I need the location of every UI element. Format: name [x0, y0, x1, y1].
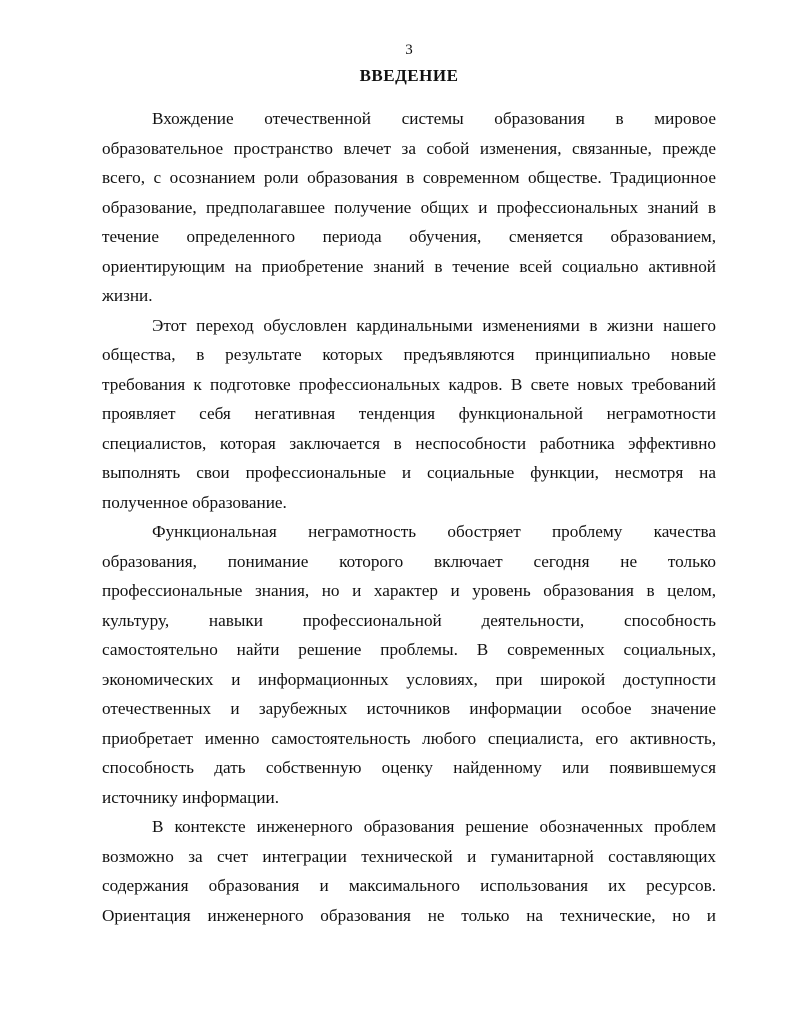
paragraph-line: возможно за счет интеграции технической и гуманитарной составляющих: [102, 846, 716, 866]
paragraph-line: Ориентация инженерного образования не только на технические, но и: [102, 905, 716, 925]
paragraph-line: источнику информации.: [102, 787, 280, 807]
paragraph-4: [102, 812, 716, 930]
paragraph-line: приобретает именно самостоятельность любого специалиста, его активность,: [102, 728, 716, 748]
paragraph-1: [102, 104, 716, 311]
paragraph-line: проявляет себя негативная тенденция функциональной неграмотности: [102, 404, 716, 423]
paragraph-line: жизни.: [102, 286, 153, 305]
paragraph-line: культуру, навыки профессиональной деятельности, способность: [102, 610, 716, 630]
paragraph-line: образование, предполагавшее получение общих и профессиональных знаний в: [102, 197, 716, 217]
paragraph-line: содержания образования и максимального использования их ресурсов.: [102, 876, 716, 895]
paragraph-line: общества, в результате которых предъявляются принципиально новые: [102, 345, 716, 364]
paragraph-2: [102, 311, 716, 518]
paragraph-3: [102, 517, 716, 812]
paragraph-line: отечественных и зарубежных источников информации особое значение: [102, 699, 716, 718]
paragraph-line: образования, понимание которого включает сегодня не только: [102, 551, 716, 571]
paragraph-line: течение определенного периода обучения, сменяется образованием,: [102, 227, 716, 246]
paragraph-line: специалистов, которая заключается в неспособности работника эффективно: [102, 433, 716, 453]
paragraph-line: выполнять свои профессиональные и социальные функции, несмотря на: [102, 463, 716, 482]
document-page: [102, 40, 716, 930]
paragraph-line: Функциональная неграмотность обостряет проблему качества: [152, 522, 716, 541]
paragraph-line: ориентирующим на приобретение знаний в течение всей социально активной: [102, 256, 716, 276]
paragraph-line: Этот переход обусловлен кардинальными изменениями в жизни нашего: [152, 315, 716, 335]
paragraph-line: экономических и информационных условиях, при широкой доступности: [102, 669, 716, 689]
page-number: 3: [405, 42, 413, 58]
paragraph-line: всего, с осознанием роли образования в современном обществе. Традиционное: [102, 168, 716, 187]
paragraph-line: полученное образование.: [102, 492, 287, 512]
paragraph-line: образовательное пространство влечет за собой изменения, связанные, прежде: [102, 138, 716, 158]
paragraph-line: способность дать собственную оценку найденному или появившемуся: [102, 758, 716, 777]
section-heading: ВВЕДЕНИЕ: [359, 66, 459, 85]
paragraph-line: В контексте инженерного образования решение обозначенных проблем: [152, 817, 716, 836]
paragraph-line: Вхождение отечественной системы образования в мировое: [152, 109, 716, 128]
paragraph-line: требования к подготовке профессиональных кадров. В свете новых требований: [102, 374, 716, 394]
paragraph-line: самостоятельно найти решение проблемы. В современных социальных,: [102, 640, 716, 659]
paragraph-line: профессиональные знания, но и характер и уровень образования в целом,: [102, 581, 716, 600]
